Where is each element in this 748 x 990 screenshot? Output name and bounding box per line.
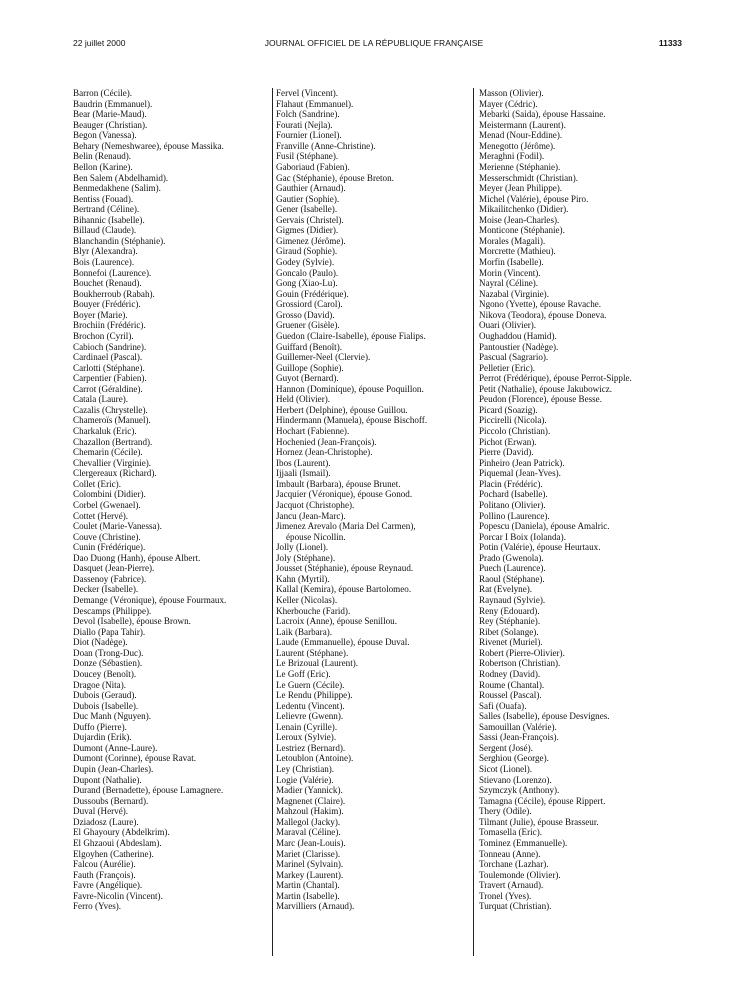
name-entry: Morcrette (Mathieu). [479, 246, 556, 257]
name-entry: Cazalis (Chrystelle). [73, 404, 148, 415]
name-entry: Clergereaux (Richard). [73, 468, 157, 479]
name-entry: Jolly (Lionel). [276, 542, 329, 553]
name-entry: Pascual (Sagrario). [479, 352, 549, 363]
name-entry: Rat (Evelyne). [479, 584, 533, 595]
name-entry: Boyer (Marie). [73, 309, 128, 320]
name-entry: Porcar I Boix (Iolanda). [479, 531, 566, 542]
name-entry: Dussoubs (Bernard). [73, 795, 149, 806]
header-page-number: 11333 [658, 38, 682, 48]
name-entry: Diallo (Papa Tahir). [73, 626, 146, 637]
name-entry: Held (Olivier). [276, 394, 331, 405]
name-entry: Maraval (Céline). [276, 827, 341, 838]
name-entry: Lestriez (Bernard). [276, 742, 346, 753]
name-entry: El Ghzaoui (Abdeslam). [73, 837, 162, 848]
name-entry: Guillope (Sophie). [276, 362, 344, 373]
name-entry: Belin (Renaud). [73, 151, 132, 162]
name-entry: Jousset (Stéphanie), épouse Reynaud. [276, 563, 414, 574]
name-entry: Dumont (Anne-Laure). [73, 742, 158, 753]
name-entry: Behary (Nemeshwaree), épouse Massika. [73, 140, 224, 151]
name-column-3 [479, 88, 679, 912]
name-entry: Le Goff (Eric). [276, 668, 331, 679]
name-entry: Mebarki (Saida), épouse Hassaine. [479, 109, 606, 120]
name-entry: Descamps (Philippe). [73, 605, 152, 616]
name-entry: Fervel (Vincent). [276, 88, 339, 98]
name-entry: Boukherroub (Rabah). [73, 288, 155, 299]
name-entry: Pollino (Laurence). [479, 510, 550, 521]
name-entry: Cabioch (Sandrine). [73, 341, 147, 352]
name-entry: Pantoustier (Nadège). [479, 341, 559, 352]
name-entry: Guedon (Claire-Isabelle), épouse Fialips. [276, 330, 426, 341]
name-entry: Fusil (Stéphane). [276, 151, 339, 162]
name-entry: Coulet (Marie-Vanessa). [73, 521, 162, 532]
name-entry: Chemarin (Cécile). [73, 447, 143, 458]
name-entry: Cottet (Hervé). [73, 510, 129, 521]
name-entry: Bertrand (Céline). [73, 204, 140, 215]
name-entry: Letoublon (Antoine). [276, 753, 354, 764]
name-entry: Stievano (Lorenzo). [479, 774, 552, 785]
name-entry: Gouin (Frédérique). [276, 288, 349, 299]
name-entry: Barron (Cécile). [73, 88, 133, 98]
name-entry: Moise (Jean-Charles). [479, 214, 560, 225]
name-entry: Fournier (Lionel). [276, 130, 342, 141]
name-entry: Kallal (Kemira), épouse Bartolomeo. [276, 584, 412, 595]
name-entry: Bouyer (Frédéric). [73, 299, 141, 310]
name-entry: Dassenoy (Fabrice). [73, 573, 147, 584]
name-entry: Duval (Hervé). [73, 806, 129, 817]
name-entry: Meraghni (Fodil). [479, 151, 545, 162]
name-entry: Blyr (Alexandra). [73, 246, 138, 257]
name-entry: Puech (Laurence). [479, 563, 546, 574]
name-entry: Raynaud (Sylvie). [479, 595, 546, 605]
header-date: 22 juillet 2000 [73, 38, 126, 48]
name-entry: Giraud (Sophie). [276, 246, 338, 257]
name-entry: Marvilliers (Arnaud). [276, 901, 355, 912]
name-entry: Marc (Jean-Louis). [276, 837, 346, 848]
name-entry: Mikailitchenko (Didier). [479, 204, 569, 215]
name-entry: Sicot (Lionel). [479, 764, 533, 774]
name-entry: Gimenez (Jérôme). [276, 235, 346, 246]
name-entry: Hannon (Dominique), épouse Poquillon. [276, 383, 424, 394]
name-entry: Hochart (Fabienne). [276, 426, 350, 436]
name-entry: Hochenied (Jean-François). [276, 436, 377, 447]
name-entry: Kherbouche (Farid). [276, 605, 351, 616]
name-entry: Ngono (Yvette), épouse Ravache. [479, 299, 602, 310]
name-entry: Rey (Stéphanie). [479, 616, 541, 627]
name-entry: Nazabal (Virginie). [479, 288, 549, 299]
name-entry: Devol (Isabelle), épouse Brown. [73, 616, 191, 627]
name-entry: Jacquot (Christophe). [276, 499, 355, 510]
name-entry: Tominez (Emmanuelle). [479, 837, 568, 848]
name-entry: Ley (Christian). [276, 764, 335, 774]
name-entry: Billaud (Claude). [73, 225, 137, 236]
name-entry: Beauger (Christian). [73, 119, 148, 130]
name-entry: Leroux (Sylvie). [276, 732, 337, 743]
name-entry: El Ghayoury (Abdelkrim). [73, 827, 170, 838]
name-entry: Baudrin (Emmanuel). [73, 98, 153, 109]
name-entry: Decker (Isabelle). [73, 584, 139, 595]
name-entry: Duc Manh (Nguyen). [73, 711, 152, 722]
name-entry: Doan (Trong-Duc). [73, 647, 144, 658]
name-entry: Dragoe (Nita). [73, 679, 127, 690]
name-entry: Benmedakhene (Salim). [73, 183, 161, 194]
name-entry: Fauth (François). [73, 869, 136, 880]
name-entry: Tronel (Yves). [479, 890, 532, 901]
name-entry: Grosso (David). [276, 309, 335, 320]
name-entry: Dumont (Corinne), épouse Ravat. [73, 753, 196, 764]
name-entry: Cunin (Frédérique). [73, 542, 146, 553]
name-entry: Duffo (Pierre). [73, 721, 127, 732]
name-entry: Brochon (Cyril). [73, 330, 134, 341]
name-entry: Perrot (Frédérique), épouse Perrot-Sipple. [479, 373, 632, 384]
column-divider [473, 88, 474, 956]
name-entry: Mahzoul (Hakim). [276, 806, 344, 817]
name-entry: Collet (Eric). [73, 478, 121, 489]
name-entry: Pochard (Isabelle). [479, 489, 548, 500]
name-entry: Favre-Nicolin (Vincent). [73, 890, 163, 901]
name-entry: Ijjaali (Ismail). [276, 468, 331, 479]
name-entry: Magnenet (Claire). [276, 795, 346, 806]
name-entry: Tamagna (Cécile), épouse Rippert. [479, 795, 606, 806]
name-entry: Couve (Christine). [73, 531, 141, 542]
name-entry: Doucey (Benoît). [73, 668, 137, 679]
name-entry: Safi (Ouafa). [479, 700, 527, 711]
name-entry: Torchane (Lazhar). [479, 859, 549, 870]
name-entry: Guillemer-Neel (Clervie). [276, 352, 371, 363]
name-entry: Tilmant (Julie), épouse Brasseur. [479, 816, 599, 827]
name-entry: Roume (Chantal). [479, 679, 545, 690]
name-entry: Kahn (Myrtil). [276, 573, 330, 584]
name-entry: Le Rendu (Philippe). [276, 690, 353, 701]
name-entry: Dupont (Nathalie). [73, 774, 142, 785]
name-entry: Robertson (Christian). [479, 658, 561, 669]
name-entry: Dupin (Jean-Charles). [73, 764, 154, 774]
name-entry: Mayer (Cédric). [479, 98, 538, 109]
name-entry: Corbel (Gwenael). [73, 499, 141, 510]
name-entry: Robert (Pierre-Olivier). [479, 647, 565, 658]
name-entry: Gaboriaud (Fabien). [276, 161, 350, 172]
name-entry: Dasquet (Jean-Pierre). [73, 563, 155, 574]
name-entry: Politano (Olivier). [479, 499, 546, 510]
name-entry: Markey (Laurent). [276, 869, 344, 880]
name-entry: Jimenez Arevalo (Maria Del Carmen), [276, 521, 416, 532]
name-entry: Lenain (Cyrille). [276, 721, 338, 732]
name-entry: Gervais (Christel). [276, 214, 344, 225]
name-entry: Bentiss (Fouad). [73, 193, 134, 204]
name-entry: Pinheiro (Jean Patrick). [479, 457, 565, 468]
name-entry: Gong (Xiao-Lu). [276, 278, 338, 289]
name-entry: Carrot (Géraldine). [73, 383, 143, 394]
name-entry: Catala (Laure). [73, 394, 129, 405]
name-entry: Pierre (David). [479, 447, 534, 458]
name-entry: Herbert (Delphine), épouse Guillou. [276, 404, 408, 415]
name-entry: Joly (Stéphane). [276, 552, 336, 563]
name-entry: Bellon (Karine). [73, 161, 133, 172]
name-entry: Colombini (Didier). [73, 489, 146, 500]
name-entry: Favre (Angélique). [73, 880, 143, 891]
name-entry: Hindermann (Manuela), épouse Bischoff. [276, 415, 428, 426]
name-entry: Imbault (Barbara), épouse Brunet. [276, 478, 401, 489]
name-entry: Blanchandin (Stéphanie). [73, 235, 166, 246]
name-entry: Carpentier (Fabien). [73, 373, 147, 384]
name-entry: Mallegol (Jacky). [276, 816, 341, 827]
name-entry: Roussel (Pascal). [479, 690, 542, 701]
name-entry: Monticone (Stéphanie). [479, 225, 565, 236]
name-entry: Laik (Barbara). [276, 626, 333, 637]
name-entry: Logie (Valérie). [276, 774, 334, 785]
name-entry: Falcou (Aurélie). [73, 859, 136, 870]
name-entry: Fourati (Nejla). [276, 119, 333, 130]
name-entry: Hornez (Jean-Christophe). [276, 447, 373, 458]
name-entry: Prado (Gwenola). [479, 552, 544, 563]
name-entry: Marinel (Sylvain). [276, 859, 344, 870]
name-entry: Carlotti (Stéphane). [73, 362, 145, 373]
name-entry: Guiffard (Benoît). [276, 341, 342, 352]
name-entry: Jacquier (Véronique), épouse Gonod. [276, 489, 413, 500]
name-entry: Elgoyhen (Catherine). [73, 848, 154, 859]
name-entry: Chazallon (Bertrand). [73, 436, 153, 447]
name-entry: Gigmes (Didier). [276, 225, 339, 236]
name-entry: Piccirelli (Nicola). [479, 415, 547, 426]
name-entry: Madier (Yannick). [276, 785, 343, 796]
name-entry: Begon (Vanessa). [73, 130, 137, 141]
name-entry: Demange (Véronique), épouse Fourmaux. [73, 595, 227, 605]
name-entry: Menad (Nour-Eddine). [479, 130, 563, 141]
name-entry: Gac (Stéphanie), épouse Breton. [276, 172, 394, 183]
name-entry: Morfin (Isabelle). [479, 257, 544, 267]
name-entry: Thery (Odile). [479, 806, 532, 817]
name-entry: Meistermann (Laurent). [479, 119, 566, 130]
name-entry: Gruener (Gisèle). [276, 320, 340, 331]
name-entry: Sergent (José). [479, 742, 533, 753]
name-entry: Turquat (Christian). [479, 901, 552, 912]
name-entry: Petit (Nathalie), épouse Jakubowicz. [479, 383, 613, 394]
name-entry: Szymczyk (Anthony). [479, 785, 560, 796]
name-entry: Tomasella (Eric). [479, 827, 542, 838]
name-entry: Nayral (Céline). [479, 278, 539, 289]
name-entry: Diot (Nadège). [73, 637, 128, 648]
name-entry: Laurent (Stéphane). [276, 647, 349, 658]
name-entry: Mariet (Clarisse). [276, 848, 341, 859]
column-divider [272, 88, 273, 956]
name-entry: Messerschmidt (Christian). [479, 172, 579, 183]
name-entry: Bihannic (Isabelle). [73, 214, 145, 225]
name-entry: Martin (Isabelle). [276, 890, 340, 901]
name-entry: Ben Salem (Abdelhamid). [73, 172, 169, 183]
name-entry: Dziadosz (Laure). [73, 816, 139, 827]
header-title: JOURNAL OFFICIEL DE LA RÉPUBLIQUE FRANÇAISE [264, 38, 484, 48]
name-entry: Piquemal (Jean-Yves). [479, 468, 561, 479]
name-entry: Chevallier (Virginie). [73, 457, 152, 468]
name-entry: Dujardin (Erik). [73, 732, 132, 743]
name-entry: Sassi (Jean-François). [479, 732, 559, 743]
name-entry: Durand (Bernadette), épouse Lamagnere. [73, 785, 224, 796]
name-entry: Samouillan (Valérie). [479, 721, 557, 732]
name-entry: Picard (Soazig). [479, 404, 538, 415]
name-entry: Piccolo (Christian). [479, 426, 551, 436]
name-entry: Menegotto (Jérôme). [479, 140, 556, 151]
name-entry: Pichot (Erwan). [479, 436, 537, 447]
name-entry: Bois (Laurence). [73, 257, 135, 267]
name-entry: Gauthier (Arnaud). [276, 183, 346, 194]
name-entry: Keller (Nicolas). [276, 595, 338, 605]
name-entry: Masson (Olivier). [479, 88, 544, 98]
name-column-2 [276, 88, 466, 912]
name-entry: Goncalo (Paulo). [276, 267, 339, 278]
name-entry: Ledentu (Vincent). [276, 700, 345, 711]
name-column-1 [73, 88, 263, 912]
name-entry: Placin (Frédéric). [479, 478, 543, 489]
name-entry: Morales (Magali). [479, 235, 546, 246]
name-entry: Guyot (Bernard). [276, 373, 339, 384]
name-entry: Nikova (Teodora), épouse Doneva. [479, 309, 607, 320]
name-entry: Gener (Isabelle). [276, 204, 338, 215]
name-entry: Meyer (Jean Philippe). [479, 183, 563, 194]
name-entry: Folch (Sandrine). [276, 109, 340, 120]
name-entry: Ouari (Olivier). [479, 320, 537, 331]
name-entry: Salles (Isabelle), épouse Desvignes. [479, 711, 610, 722]
name-entry: Serghiou (George). [479, 753, 549, 764]
name-entry: Cardinael (Pascal). [73, 352, 143, 363]
name-entry: Rodney (David). [479, 668, 541, 679]
name-entry: Popescu (Daniela), épouse Amalric. [479, 521, 610, 532]
name-entry: Le Brizoual (Laurent). [276, 658, 359, 669]
name-entry: Gautier (Sophie). [276, 193, 340, 204]
name-entry: Franville (Anne-Christine). [276, 140, 376, 151]
name-entry: Dubois (Isabelle). [73, 700, 139, 711]
name-entry: Flahaut (Emmanuel). [276, 98, 354, 109]
name-entry: Morin (Vincent). [479, 267, 541, 278]
name-entry-continuation: épouse Nicollin. [286, 531, 346, 542]
name-entry: Grossiord (Carol). [276, 299, 343, 310]
name-entry: Reny (Edouard). [479, 605, 540, 616]
name-entry: Tonneau (Anne). [479, 848, 541, 859]
name-entry: Charkaluk (Eric). [73, 426, 137, 436]
name-entry: Ribet (Solange). [479, 626, 539, 637]
name-entry: Oughaddou (Hamid). [479, 330, 557, 341]
name-entry: Bear (Marie-Maud). [73, 109, 147, 120]
name-entry: Godey (Sylvie). [276, 257, 335, 267]
name-entry: Brochiin (Frédéric). [73, 320, 146, 331]
name-entry: Travert (Arnaud). [479, 880, 544, 891]
name-entry: Potin (Valérie), épouse Heurtaux. [479, 542, 601, 553]
name-entry: Jancu (Jean-Marc). [276, 510, 346, 521]
name-entry: Le Guern (Cécile). [276, 679, 345, 690]
name-entry: Toulemonde (Olivier). [479, 869, 561, 880]
name-entry: Merienne (Stéphanie). [479, 161, 561, 172]
name-entry: Bonnefoi (Laurence). [73, 267, 152, 278]
name-entry: Chameroïs (Manuel). [73, 415, 151, 426]
name-entry: Bouchet (Renaud). [73, 278, 142, 289]
name-entry: Pelletier (Eric). [479, 362, 536, 373]
name-entry: Raoul (Stéphane). [479, 573, 545, 584]
name-entry: Dubois (Geraud). [73, 690, 137, 701]
name-entry: Rivenet (Muriel). [479, 637, 543, 648]
name-entry: Ibos (Laurent). [276, 457, 331, 468]
name-entry: Peudon (Florence), épouse Besse. [479, 394, 602, 405]
name-entry: Dao Duong (Hanh), épouse Albert. [73, 552, 201, 563]
name-entry: Donze (Sébastien). [73, 658, 143, 669]
name-entry: Laude (Emmanuelle), épouse Duval. [276, 637, 410, 648]
name-entry: Martin (Chantal). [276, 880, 340, 891]
name-entry: Lelievre (Gwenn). [276, 711, 344, 722]
name-entry: Lacroix (Anne), épouse Senillou. [276, 616, 397, 627]
name-entry: Michel (Valérie), épouse Piro. [479, 193, 589, 204]
name-entry: Ferro (Yves). [73, 901, 122, 912]
page-header [0, 38, 748, 52]
